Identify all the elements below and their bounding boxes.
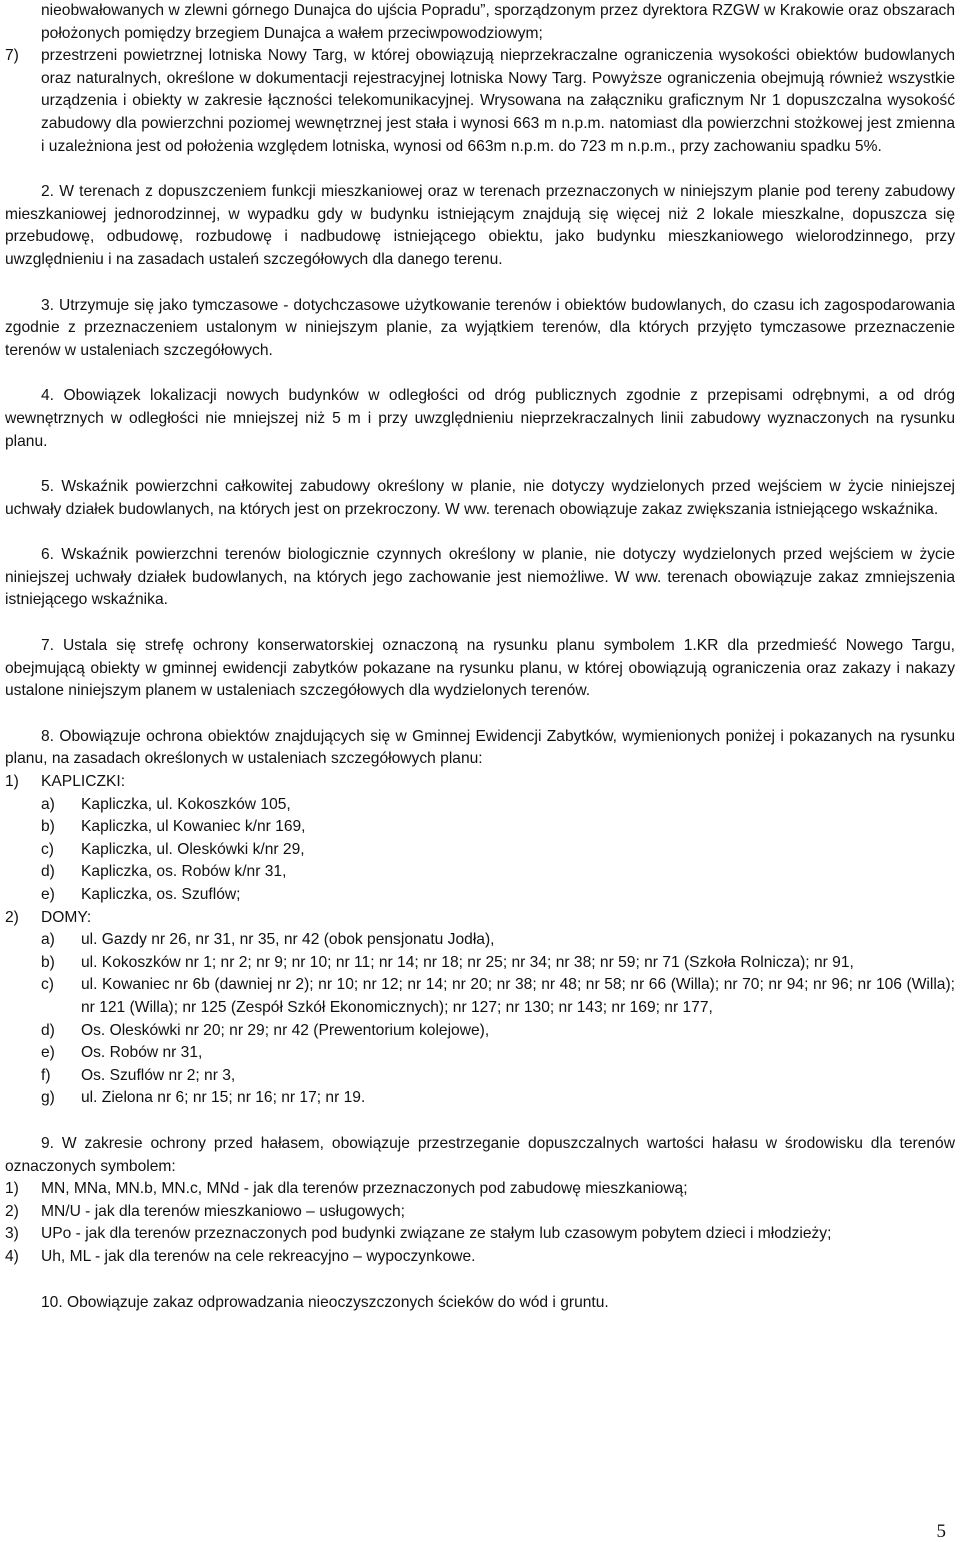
section-6: 6. Wskaźnik powierzchni terenów biologicznie czynnych określony w planie, nie dotyczy wydzielonych przed wejściem w życie niniejszej uchwały działek budowlanych, na których jego zachowanie jest niemożliwe. W ww. terenach obowiązuje zakaz zmniejszenia istniejącego wskaźnika. (5, 546, 955, 609)
list-number: 7) (5, 47, 19, 65)
section-8: 8. Obowiązuje ochrona obiektów znajdujących się w Gminnej Ewidencji Zabytków, wymienionych poniżej i pokazanych na rysunku planu, na zasadach określonych w ustaleniach szczegółowych planu: (5, 727, 955, 768)
list-item: a) ul. Gazdy nr 26, nr 31, nr 35, nr 42 (obok pensjonatu Jodła), (41, 931, 495, 949)
list-item: g) ul. Zielona nr 6; nr 15; nr 16; nr 17; nr 19. (41, 1089, 366, 1107)
list-item: 2) MN/U - jak dla terenów mieszkaniowo – usługowych; (5, 1202, 406, 1220)
list-item: d) Os. Oleskówki nr 20; nr 29; nr 42 (Prewentorium kolejowe), (41, 1021, 490, 1039)
section-3: 3. Utrzymuje się jako tymczasowe - dotychczasowe użytkowanie terenów i obiektów budowlanych, do czasu ich zagospodarowania zgodnie z przeznaczeniem ustalonym w niniejszym planie, za wyjątkiem terenów, dla których przyjęto tymczasowe przeznaczenie terenów w ustaleniach szczegółowych. (5, 296, 955, 359)
section-4: 4. Obowiązek lokalizacji nowych budynków w odległości od dróg publicznych zgodnie z przepisami odrębnymi, a od dróg wewnętrznych w odległości nie mniejszej niż 5 m i przy uwzględnieniu nieprzekraczalnych linii zabudowy wyznaczonych na rysunku planu. (5, 387, 955, 450)
list-item: 3) UPo - jak dla terenów przeznaczonych pod budynki związane ze stałym lub czasowym pobytem dzieci i młodzieży; (5, 1225, 832, 1243)
section-7: 7. Ustala się strefę ochrony konserwatorskiej oznaczoną na rysunku planu symbolem 1.KR dla przedmieść Nowego Targu, obejmującą obiekty w gminnej ewidencji zabytków pokazane na rysunku planu, w której obowiązują ograniczenia oraz zakazy i nakazy ustalone niniejszym planem w ustaleniach szczegółowych dla wydzielonych terenów. (5, 637, 955, 700)
list-title: DOMY: (41, 908, 92, 926)
list-item: b) ul. Kokoszków nr 1; nr 2; nr 9; nr 10; nr 11; nr 14; nr 18; nr 25; nr 34; nr 38; nr 59; nr 71 (Szkoła Rolnicza); nr 91, (41, 953, 854, 971)
list-number: 2) (5, 908, 19, 926)
section-9: 9. W zakresie ochrony przed hałasem, obowiązuje przestrzeganie dopuszczalnych wartości hałasu w środowisku dla terenów oznaczonych symbolem: (5, 1134, 955, 1175)
list-item: b) Kapliczka, ul Kowaniec k/nr 169, (41, 818, 306, 836)
list-item: 1) MN, MNa, MN.b, MN.c, MNd - jak dla terenów przeznaczonych pod zabudowę mieszkaniową; (5, 1180, 688, 1198)
continued-paragraph: nieobwałowanych w zlewni górnego Dunajca do ujścia Popradu”, sporządzonym przez dyrektora RZGW w Krakowie oraz obszarach położonych pomiędzy brzegiem Dunajca a wałem przeciwpowodziowym; (41, 2, 955, 42)
list-text: przestrzeni powietrznej lotniska Nowy Targ, w której obowiązują nieprzekraczalne ograniczenia wysokości obiektów budowlanych oraz naturalnych, określone w dokumentacji rejestracyjnej lotniska Nowy Targ. Powyższe ograniczenia obejmują również wszystkie urządzenia i obiekty w zakresie łączności telekomunikacyjnej. Wrysowana na załączniku graficznym Nr 1 dopuszczalna wysokość zabudowy dla powierzchni poziomej wewnętrznej jest stała i wynosi 663 m n.p.m. natomiast dla powierzchni stożkowej jest zmienna i uzależniona jest od położenia względem lotniska, wynosi od 663m n.p.m. do 723 m n.p.m., przy zachowaniu spadku 5%. (41, 47, 955, 155)
list-item: c) ul. Kowaniec nr 6b (dawniej nr 2); nr 10; nr 12; nr 14; nr 20; nr 38; nr 48; nr 58; nr 66 (Willa); nr 70; nr 94; nr 96; nr 106 (Willa); nr 121 (Willa); nr 125 (Zespół Szkół Ekonomicznych); nr 127; nr 130; nr 143; nr 169; nr 177, (41, 976, 955, 1016)
list-title: KAPLICZKI: (41, 773, 126, 791)
section-5: 5. Wskaźnik powierzchni całkowitej zabudowy określony w planie, nie dotyczy wydzielonych przed wejściem w życie niniejszej uchwały działek budowlanych, na których jest on przekroczony. W ww. terenach obowiązuje zakaz zwiększania istniejącego wskaźnika. (5, 478, 955, 518)
list-number: 1) (5, 773, 19, 791)
page-number: 5 (936, 1521, 946, 1542)
list-item: e) Kapliczka, os. Szuflów; (41, 886, 241, 903)
section-2: 2. W terenach z dopuszczeniem funkcji mieszkaniowej oraz w terenach przeznaczonych w niniejszym planie pod tereny zabudowy mieszkaniowej jednorodzinnej, w wypadku gdy w budynku istniejącym znajdują się więcej niż 2 lokale mieszkalne, dopuszcza się przebudowę, odbudowę, rozbudowę i nadbudowę istniejącego obiektu, jako budynku mieszkaniowego wielorodzinnego, przy uwzględnieniu i na zasadach ustaleń szczegółowych dla danego terenu. (5, 183, 955, 268)
list-item-7 (5, 45, 955, 158)
list-item: e) Os. Robów nr 31, (41, 1044, 203, 1062)
list-domy (5, 907, 955, 930)
document-page (5, 0, 955, 1314)
list-item: 4) Uh, ML - jak dla terenów na cele rekreacyjno – wypoczynkowe. (5, 1247, 476, 1265)
list-item: f) Os. Szuflów nr 2; nr 3, (41, 1066, 236, 1084)
list-item: c) Kapliczka, ul. Oleskówki k/nr 29, (41, 840, 305, 858)
list-item: a) Kapliczka, ul. Kokoszków 105, (41, 795, 291, 813)
list-kapliczki (5, 771, 955, 794)
section-10: 10. Obowiązuje zakaz odprowadzania nieoczyszczonych ścieków do wód i gruntu. (41, 1293, 609, 1311)
list-item: d) Kapliczka, os. Robów k/nr 31, (41, 863, 287, 881)
